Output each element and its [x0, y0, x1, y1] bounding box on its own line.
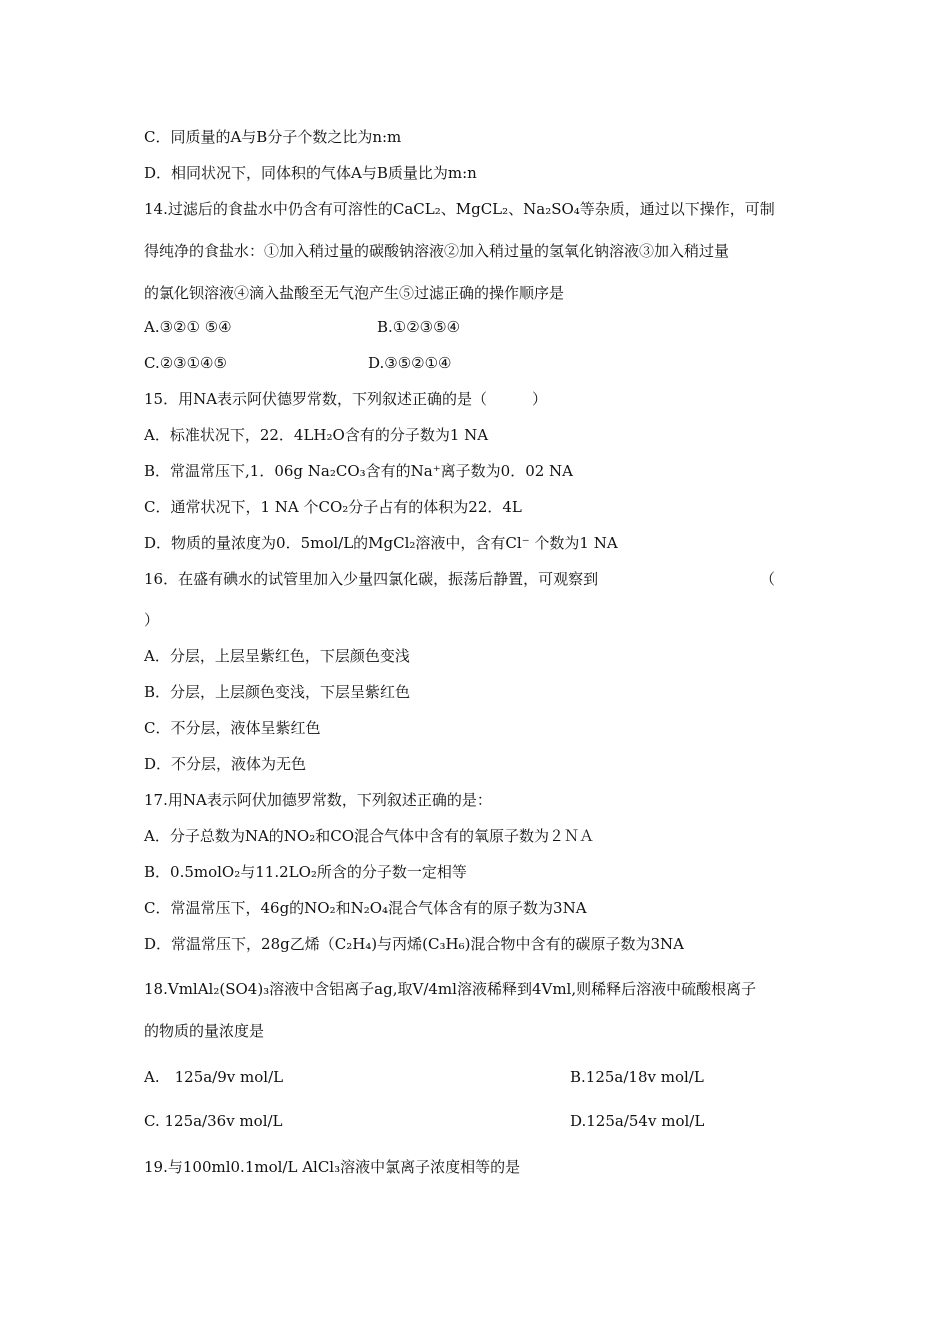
- q18-option-c: C. 125a/36v mol/L: [144, 1112, 283, 1130]
- q15-option-a: A．标准状况下，22．4LH₂O含有的分子数为1 NA: [144, 426, 489, 444]
- q18-option-d: D.125a/54v mol/L: [570, 1112, 705, 1130]
- q16-option-b: B．分层，上层颜色变浅，下层呈紫红色: [144, 683, 411, 701]
- q18-option-a: A. 125a/9v mol/L: [144, 1068, 284, 1086]
- q14-stem-line2: 得纯净的食盐水：①加入稍过量的碳酸钠溶液②加入稍过量的氢氧化钠溶液③加入稍过量: [144, 242, 730, 260]
- q13-option-c: C．同质量的A与B分子个数之比为n:m: [144, 128, 402, 146]
- q14-option-c: C.②③①④⑤: [144, 354, 227, 372]
- q18-stem-line1: 18.VmlAl₂(SO4)₃溶液中含铝离子ag,取V/4ml溶液稀释到4Vml,则稀释后溶液中硫酸根离子: [144, 980, 757, 998]
- q16-paren-open: （: [760, 570, 776, 588]
- q18-stem-line2: 的物质的量浓度是: [144, 1022, 265, 1040]
- q17-option-d: D．常温常压下，28g乙烯（C₂H₄)与丙烯(C₃H₆)混合物中含有的碳原子数为3NA: [144, 935, 684, 953]
- q15-option-b: B．常温常压下,1．06g Na₂CO₃含有的Na⁺离子数为0．02 NA: [144, 462, 574, 480]
- q16-option-c: C．不分层，液体呈紫红色: [144, 719, 321, 737]
- q14-option-a: A.③②① ⑤④: [144, 318, 232, 336]
- q15-option-d: D．物质的量浓度为0．5mol/L的MgCl₂溶液中，含有Cl⁻ 个数为1 NA: [144, 534, 618, 552]
- q14-option-b: B.①②③⑤④: [377, 318, 461, 336]
- q14-option-d: D.③⑤②①④: [368, 354, 452, 372]
- q17-option-c: C．常温常压下，46g的NO₂和N₂O₄混合气体含有的原子数为3NA: [144, 899, 587, 917]
- q19-stem: 19.与100ml0.1mol/L AlCl₃溶液中氯离子浓度相等的是: [144, 1158, 521, 1176]
- q17-stem: 17.用NA表示阿伏加德罗常数，下列叙述正确的是：: [144, 791, 492, 809]
- q16-paren-close: ）: [144, 611, 160, 629]
- q14-stem-line3: 的氯化钡溶液④滴入盐酸至无气泡产生⑤过滤正确的操作顺序是: [144, 284, 565, 302]
- q17-option-a: A．分子总数为NA的NO₂和CO混合气体中含有的氧原子数为２ＮＡ: [144, 827, 595, 845]
- q15-stem: 15．用NA表示阿伏德罗常数，下列叙述正确的是（ ）: [144, 390, 548, 408]
- q16-stem: 16．在盛有碘水的试管里加入少量四氯化碳，振荡后静置，可观察到: [144, 570, 599, 588]
- q17-option-b: B．0.5molO₂与11.2LO₂所含的分子数一定相等: [144, 863, 467, 881]
- q16-option-a: A．分层，上层呈紫红色，下层颜色变浅: [144, 647, 410, 665]
- q18-option-b: B.125a/18v mol/L: [570, 1068, 704, 1086]
- q16-option-d: D．不分层，液体为无色: [144, 755, 307, 773]
- q13-option-d: D．相同状况下，同体积的气体A与B质量比为m:n: [144, 164, 477, 182]
- q14-stem-line1: 14.过滤后的食盐水中仍含有可溶性的CaCL₂、MgCL₂、Na₂SO₄等杂质，通过以下操作，可制: [144, 200, 775, 218]
- q15-option-c: C．通常状况下，1 NA 个CO₂分子占有的体积为22．4L: [144, 498, 522, 516]
